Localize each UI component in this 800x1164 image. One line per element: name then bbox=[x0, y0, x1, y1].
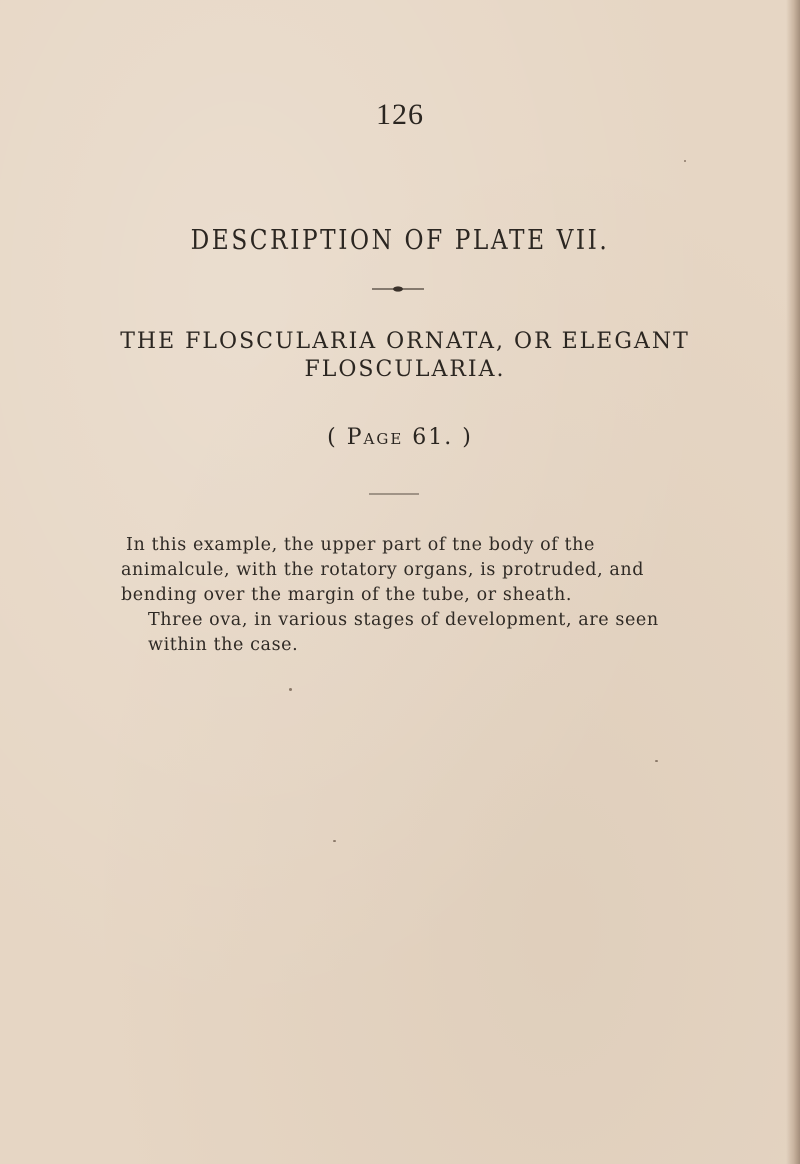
ornament-divider bbox=[372, 285, 424, 293]
paragraph-2: Three ova, in various stages of development, are seen within the case. bbox=[148, 610, 659, 655]
page-reference-number: 61. ) bbox=[403, 425, 473, 450]
description-body bbox=[121, 533, 703, 658]
page-reference bbox=[0, 425, 800, 450]
subject-title bbox=[90, 328, 720, 384]
page-reference-open: ( bbox=[327, 425, 347, 450]
paper-speck bbox=[684, 160, 686, 162]
paper-speck bbox=[289, 688, 292, 691]
paper-speck bbox=[333, 840, 336, 842]
page-number: 126 bbox=[376, 98, 424, 131]
subject-title-line-2: FLOSCULARIA. bbox=[304, 357, 506, 382]
short-rule-divider bbox=[369, 492, 419, 496]
paper-speck bbox=[655, 760, 658, 762]
page-reference-word: Page bbox=[346, 425, 404, 450]
plate-title: DESCRIPTION OF PLATE VII. bbox=[190, 225, 610, 256]
subject-title-line-1: THE FLOSCULARIA ORNATA, OR ELEGANT bbox=[120, 329, 690, 354]
page-edge-shadow bbox=[786, 0, 800, 1164]
paragraph-1: In this example, the upper part of tne body of the animalcule, with the rotatory organs, is protruded, and bending over the margin of the tube, or sheath. bbox=[121, 535, 645, 605]
